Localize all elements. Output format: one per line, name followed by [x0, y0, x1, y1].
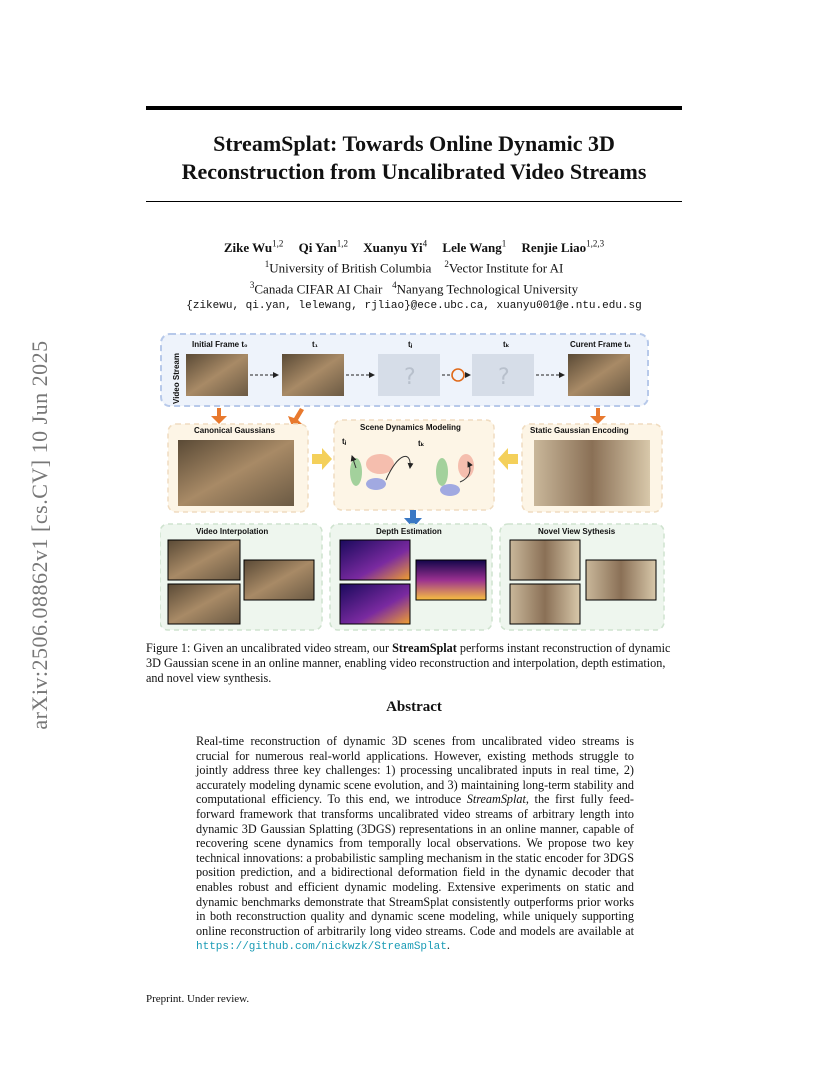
video-stream-panel [161, 334, 648, 406]
video-stream-label: Video Stream [172, 353, 181, 404]
figure-diagram [160, 332, 670, 634]
scene-dynamics-title: Scene Dynamics Modeling [360, 423, 461, 432]
tj-small-label: tⱼ [342, 437, 347, 446]
affiliation-line-1: $^1$University of British Columbia $^2$Vector Institute for AI [264, 259, 564, 276]
static-gaussian-panel [522, 424, 662, 512]
depth-estimation-panel [330, 524, 492, 630]
down-arrow-icon [590, 408, 606, 424]
author-block [146, 236, 682, 314]
novel-view-image [510, 584, 580, 624]
right-arrow-icon [312, 448, 332, 470]
canonical-gaussians-panel [168, 424, 308, 512]
video-interpolation-panel [160, 524, 322, 630]
tk-small-label: tₖ [418, 439, 425, 448]
depth-image [340, 584, 410, 624]
initial-frame-image [186, 354, 248, 396]
depth-estimation-title: Depth Estimation [376, 527, 442, 536]
paper-title [146, 130, 682, 186]
title-top-rule [146, 106, 682, 110]
author-list [146, 236, 682, 256]
novel-view-image [586, 560, 656, 600]
novel-view-panel [500, 524, 664, 630]
tk-label: tₖ [503, 340, 510, 349]
interp-image [244, 560, 314, 600]
static-gaussian-title: Static Gaussian Encoding [530, 426, 629, 435]
author: Xuanyu Yi$^4$ [363, 239, 428, 256]
static-gaussian-image [534, 440, 650, 506]
gaussian-blob [350, 458, 362, 486]
video-interpolation-title: Video Interpolation [196, 527, 269, 536]
canonical-gaussians-title: Canonical Gaussians [194, 426, 275, 435]
down-arrow-icon [211, 408, 227, 424]
author: Qi Yan$^{1,2}$ [298, 239, 349, 256]
title-bottom-rule [146, 201, 682, 202]
current-frame-image [568, 354, 630, 396]
abstract-italic: StreamSplat [466, 792, 526, 807]
figure-1 [160, 332, 670, 634]
author: Lele Wang$^1$ [442, 239, 507, 256]
footer-note: Preprint. Under review. [146, 993, 250, 1005]
depth-image [416, 560, 486, 600]
tj-label: tⱼ [408, 340, 413, 349]
arxiv-id: arXiv:2506.08862v1 [cs.CV] 10 Jun 2025 [27, 340, 52, 730]
question-icon: ? [404, 365, 416, 390]
novel-view-image [510, 540, 580, 580]
title-line-1: StreamSplat: Towards Online Dynamic 3D [213, 131, 615, 156]
email-list: {zikewu, qi.yan, lelewang, rjliao}@ece.ubc.ca, xuanyu001@e.ntu.edu.sg [186, 299, 642, 312]
code-link[interactable]: https://github.com/nickwzk/StreamSplat [196, 941, 447, 954]
interp-image [168, 584, 240, 624]
gaussian-blob [366, 478, 386, 490]
t1-label: t₁ [312, 340, 318, 349]
caption-bold: StreamSplat [392, 641, 457, 655]
initial-frame-label: Initial Frame t₀ [192, 340, 248, 349]
abstract-heading: Abstract [386, 699, 442, 715]
interp-image [168, 540, 240, 580]
current-frame-label: Curent Frame tₙ [570, 340, 631, 349]
author: Renjie Liao$^{1,2,3}$ [521, 239, 605, 256]
abstract-body: Real-time reconstruction of dynamic 3D scenes from uncalibrated video streams is crucial for numerous real-world applications. However, existing methods struggle to jointly address three key challenges: 1) processing uncalibrated inputs in real time, 2) accurately modeling dynamic scene evolution, and 3) maintaining long-term stability and computational efficiency. To this end, we introduce StreamSplat, the first fully feed-forward framework that transforms uncalibrated video streams of arbitrary length into dynamic 3D Gaussian Splatting (3DGS) representations in an online manner, capable of recovering scene dynamics from temporally local observations. We propose two key technical innovations: a probabilistic sampling mechanism in the static encoder for 3DGS position prediction, and a bidirectional deformation field in the dynamic decoder that enables robust and efficient dynamic modeling. Extensive experiments on static and dynamic benchmarks demonstrate that StreamSplat consistently outperforms prior works in both reconstruction quality and dynamic scene modeling, while uniquely supporting online reconstruction of arbitrarily long video streams. Code and models are available at https://github.com/nickwzk/StreamSplat. [196, 734, 634, 954]
gaussian-blob [436, 458, 448, 486]
novel-view-title: Novel View Sythesis [538, 527, 616, 536]
affiliation-line-2: $^3$Canada CIFAR AI Chair $^4$Nanyang Technological University [249, 279, 579, 296]
canonical-gaussians-image [178, 440, 294, 506]
scene-dynamics-panel [334, 420, 494, 510]
left-arrow-icon [498, 448, 518, 470]
arxiv-stamp [20, 300, 60, 770]
author: Zike Wu$^{1,2}$ [223, 239, 284, 256]
question-icon: ? [498, 365, 510, 390]
t1-frame-image [282, 354, 344, 396]
gaussian-blob [440, 484, 460, 496]
figure-caption: Figure 1: Given an uncalibrated video stream, our StreamSplat performs instant reconstruction of dynamic 3D Gaussian scene in an online manner, enabling video reconstruction and interpolation, depth estimation, and novel view synthesis. [146, 641, 671, 685]
title-line-2: Reconstruction from Uncalibrated Video Streams [181, 159, 647, 184]
gaussian-blob [458, 454, 474, 478]
depth-image [340, 540, 410, 580]
